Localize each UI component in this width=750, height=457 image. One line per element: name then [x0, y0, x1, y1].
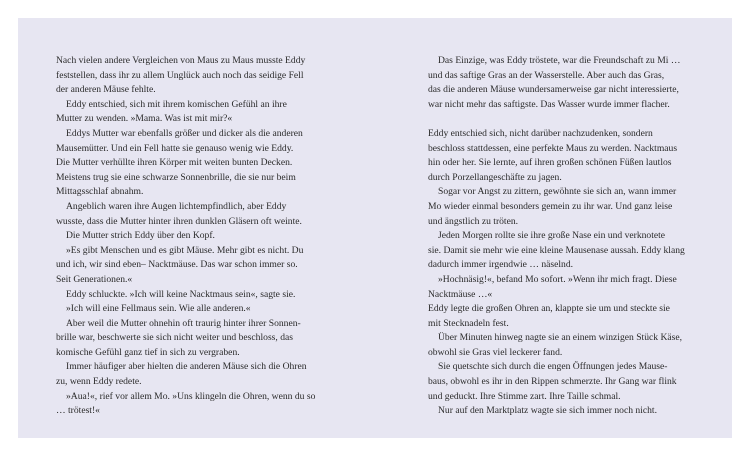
text-line: dadurch immer irgendwie … näselnd.: [428, 259, 574, 271]
text-line: Nacktmäuse …«: [428, 288, 493, 300]
text-line: Angeblich waren ihre Augen lichtempfindlich, aber Eddy: [66, 200, 287, 212]
text-line: Nach vielen andere Vergleichen von Maus zu Maus musste Eddy: [56, 55, 306, 66]
text-line: »Es gibt Menschen und es gibt Mäuse. Mehr gibt es nicht. Du: [66, 244, 304, 256]
text-line: Eddy schluckte. »Ich will keine Nacktmaus sein«, sagte sie.: [66, 288, 296, 300]
text-line: Mutter zu wenden. »Mama. Was ist mit mir?«: [56, 113, 233, 125]
text-line: Das Einzige, was Eddy tröstete, war die Freundschaft zu Mi …: [438, 55, 681, 66]
text-line: war nicht mehr das saftigste. Das Wasser wurde immer flacher.: [428, 98, 670, 110]
text-line: wusste, dass die Mutter hinter ihren dunklen Gläsern oft weinte.: [56, 215, 302, 227]
text-line: komische Gefühl ganz tief in sich zu vergraben.: [56, 346, 240, 358]
text-line: obwohl sie Gras viel leckerer fand.: [428, 346, 563, 358]
text-line: Eddy legte die großen Ohren an, klappte sie um und steckte sie: [428, 303, 670, 315]
text-line: das die anderen Mäuse wundersamerweise gar nicht interessierte,: [428, 84, 679, 96]
text-line: sie. Damit sie mehr wie eine kleine Mausenase aussah. Eddy klang: [428, 244, 685, 256]
text-line: Mo wieder einmal besonders gemein zu ihr war. Und ganz leise: [428, 200, 673, 212]
text-line: [428, 112, 704, 127]
right-page: [428, 54, 704, 419]
text-line: Eddy entschied sich, nicht darüber nachzudenken, sondern: [428, 127, 653, 139]
text-line: mit Stecknadeln fest.: [428, 317, 509, 329]
text-line: Eddys Mutter war ebenfalls größer und dicker als die anderen: [66, 127, 303, 139]
text-line: und ängstlich zu tröten.: [428, 215, 519, 227]
text-line: beschloss stattdessen, eine perfekte Maus zu werden. Nacktmaus: [428, 142, 678, 154]
text-line: Die Mutter verhüllte ihren Körper mit weiten bunten Decken.: [56, 157, 293, 169]
text-line: hin oder her. Sie lernte, auf ihren großen schönen Füßen lautlos: [428, 157, 672, 169]
text-line: baus, obwohl es ihr in den Rippen schmerzte. Ihr Gang war flink: [428, 376, 677, 388]
text-line: Meistens trug sie eine schwarze Sonnenbrille, die sie nur beim: [56, 171, 296, 183]
text-line: Seit Generationen.«: [56, 273, 133, 285]
text-line: Mittagsschlaf abnahm.: [56, 186, 144, 198]
text-line: Nur auf den Marktplatz wagte sie sich immer noch nicht.: [438, 405, 657, 417]
text-line: Mausemütter. Und ein Fell hatte sie genauso wenig wie Eddy.: [56, 142, 294, 154]
text-line: Die Mutter strich Eddy über den Kopf.: [66, 230, 215, 242]
text-line: … trötest!«: [56, 405, 100, 417]
text-line: Aber weil die Mutter ohnehin oft traurig hinter ihrer Sonnen-: [66, 317, 301, 329]
text-line: und geduckt. Ihre Stimme zart. Ihre Taille schmal.: [428, 390, 621, 402]
text-line: »Ich will eine Fellmaus sein. Wie alle anderen.«: [66, 303, 251, 315]
text-line: »Hochnäsig!«, befand Mo sofort. »Wenn ihr mich fragt. Diese: [438, 273, 677, 285]
text-line: zu, wenn Eddy redete.: [56, 376, 142, 388]
text-line: Sie quetschte sich durch die engen Öffnungen jedes Mause-: [438, 361, 668, 373]
text-line: Jeden Morgen rollte sie ihre große Nase ein und verknotete: [438, 230, 666, 242]
text-line: Über Minuten hinweg nagte sie an einem winzigen Stück Käse,: [438, 332, 683, 344]
text-line: Eddy entschied, sich mit ihrem komischen Gefühl an ihre: [66, 98, 287, 110]
text-line: brille war, beschwerte sie sich nicht weiter und beschloss, das: [56, 332, 293, 344]
text-line: der anderen Mäuse fehlte.: [56, 84, 156, 96]
text-line: durch Porzellangeschäfte zu jagen.: [428, 171, 562, 183]
text-line: Immer häufiger aber hielten die anderen Mäuse sich die Ohren: [66, 361, 307, 373]
text-line: und das saftige Gras an der Wasserstelle. Aber auch das Gras,: [428, 69, 665, 81]
text-line: »Aua!«, rief vor allem Mo. »Uns klingeln die Ohren, wenn du so: [66, 390, 316, 402]
left-page: [56, 54, 338, 419]
text-line: Sogar vor Angst zu zittern, gewöhnte sie sich an, wann immer: [438, 186, 677, 198]
book-spread: [18, 18, 732, 438]
text-line: feststellen, dass ihr zu allem Unglück auch noch das seidige Fell: [56, 69, 304, 81]
text-line: und ich, wir sind eben– Nacktmäuse. Das war schon immer so.: [56, 259, 298, 271]
